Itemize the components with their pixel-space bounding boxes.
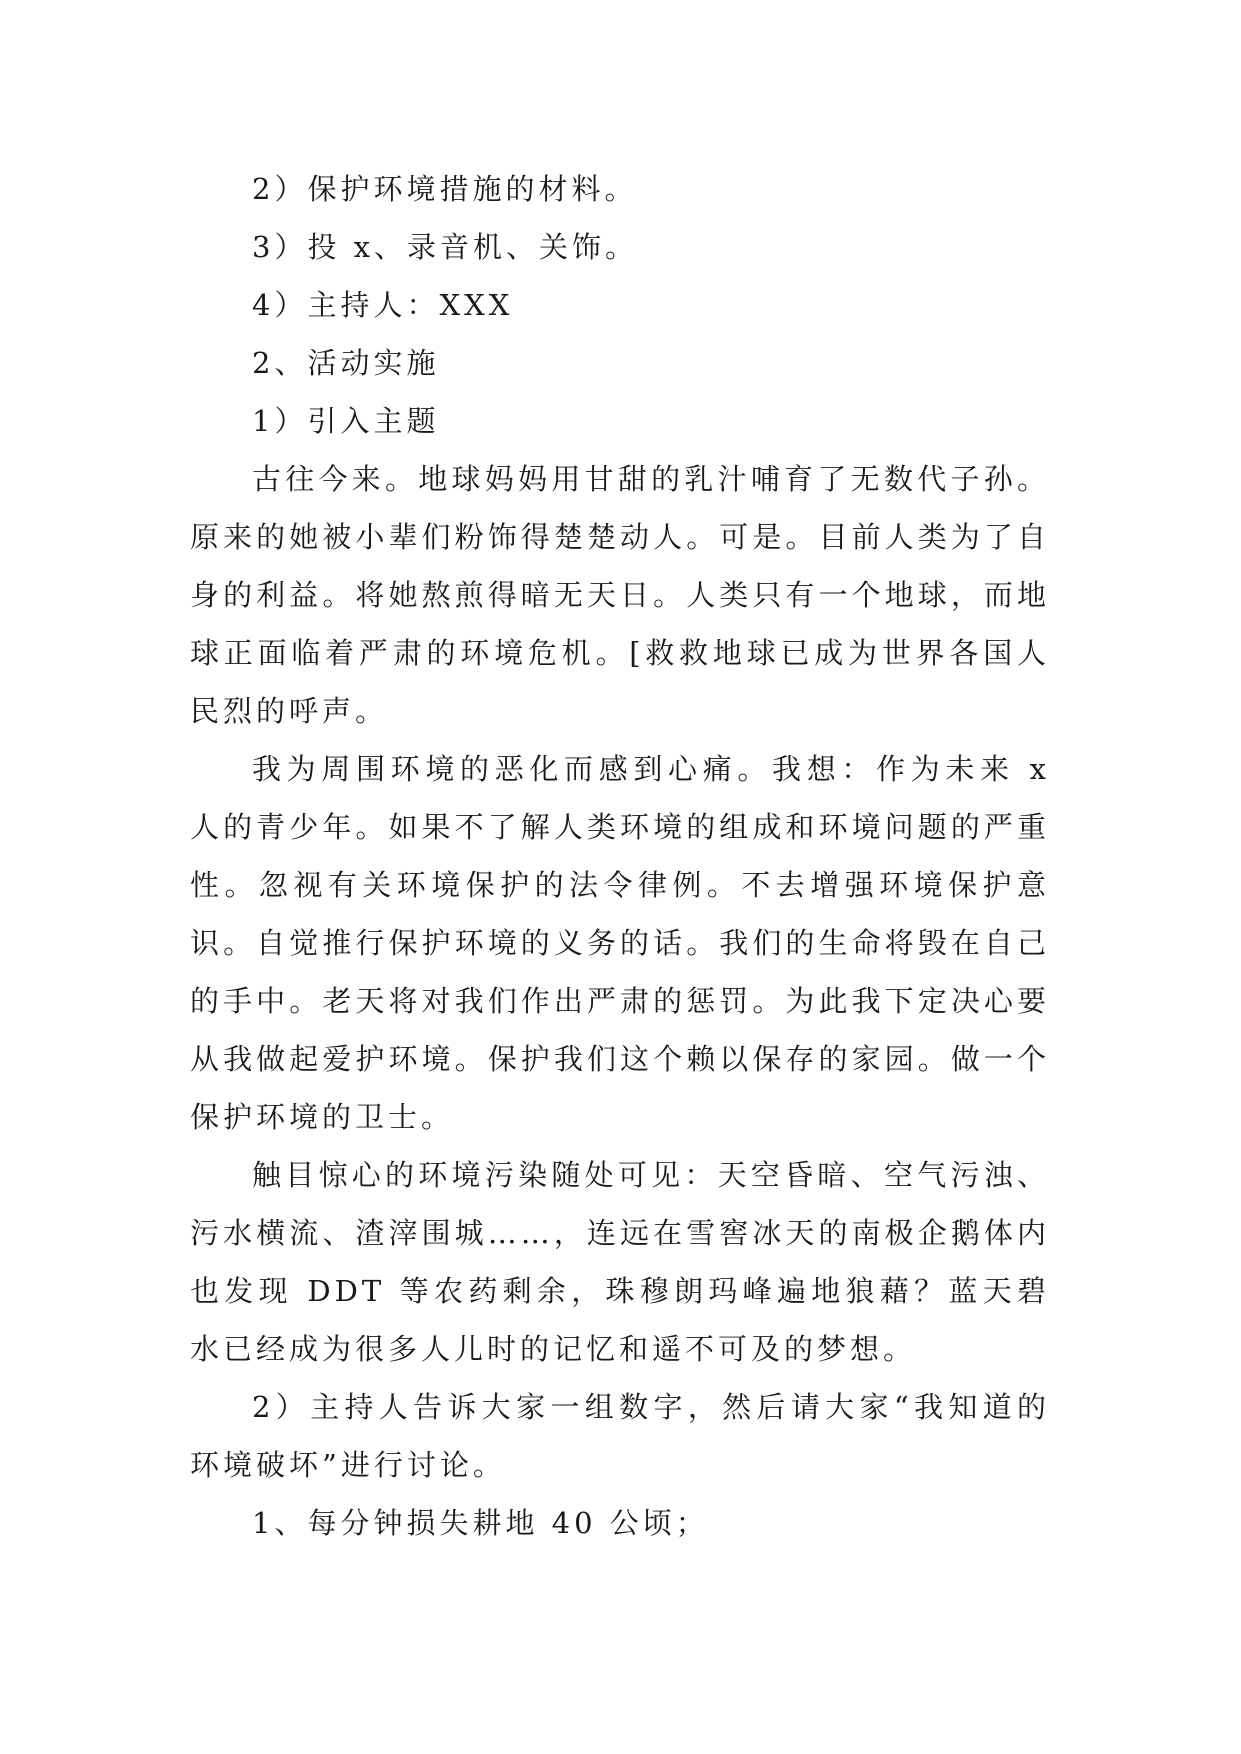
paragraph-heartache: 我为周围环境的恶化而感到心痛。我想：作为未来 x 人的青少年。如果不了解人类环境的组成和环境问题的严重性。忽视有关环境保护的法令律例。不去增强环境保护意识。自觉推行保护环境的义务的话。我们的生命将毁在自己的手中。老天将对我们作出严肃的惩罚。为此我下定决心要从我做起爱护环境。保护我们这个赖以保存的家园。做一个保护环境的卫士。 xyxy=(190,752,1050,1134)
list-item-host: 4）主持人：XXX xyxy=(252,288,514,322)
paragraph-discussion: 2）主持人告诉大家一组数字，然后请大家“我知道的环境破坏”进行讨论。 xyxy=(190,1390,1050,1482)
paragraph-intro: 古往今来。地球妈妈用甘甜的乳汁哺育了无数代子孙。原来的她被小辈们粉饰得楚楚动人。可是。目前人类为了自身的利益。将她熬煎得暗无天日。人类只有一个地球，而地球正面临着严肃的环境危机。[救救地球已成为世界各国人民烈的呼声。 xyxy=(190,462,1050,728)
paragraph-pollution: 触目惊心的环境污染随处可见：天空昏暗、空气污浊、污水横流、渣滓围城……，连远在雪窖冰天的南极企鹅体内也发现 DDT 等农药剩余，珠穆朗玛峰遍地狼藉？蓝天碧水已经成为很多人儿时的记忆和遥不可及的梦想。 xyxy=(190,1158,1050,1366)
section-heading-implementation: 2、活动实施 xyxy=(252,346,440,380)
list-item-materials: 2）保护环境措施的材料。 xyxy=(252,172,638,206)
list-item-equipment: 3）投 x、录音机、关饰。 xyxy=(252,230,639,264)
subheading-introduce-theme: 1）引入主题 xyxy=(252,404,440,438)
document-page xyxy=(190,160,1050,1552)
list-item-farmland-loss: 1、每分钟损失耕地 40 公顷； xyxy=(252,1506,709,1540)
